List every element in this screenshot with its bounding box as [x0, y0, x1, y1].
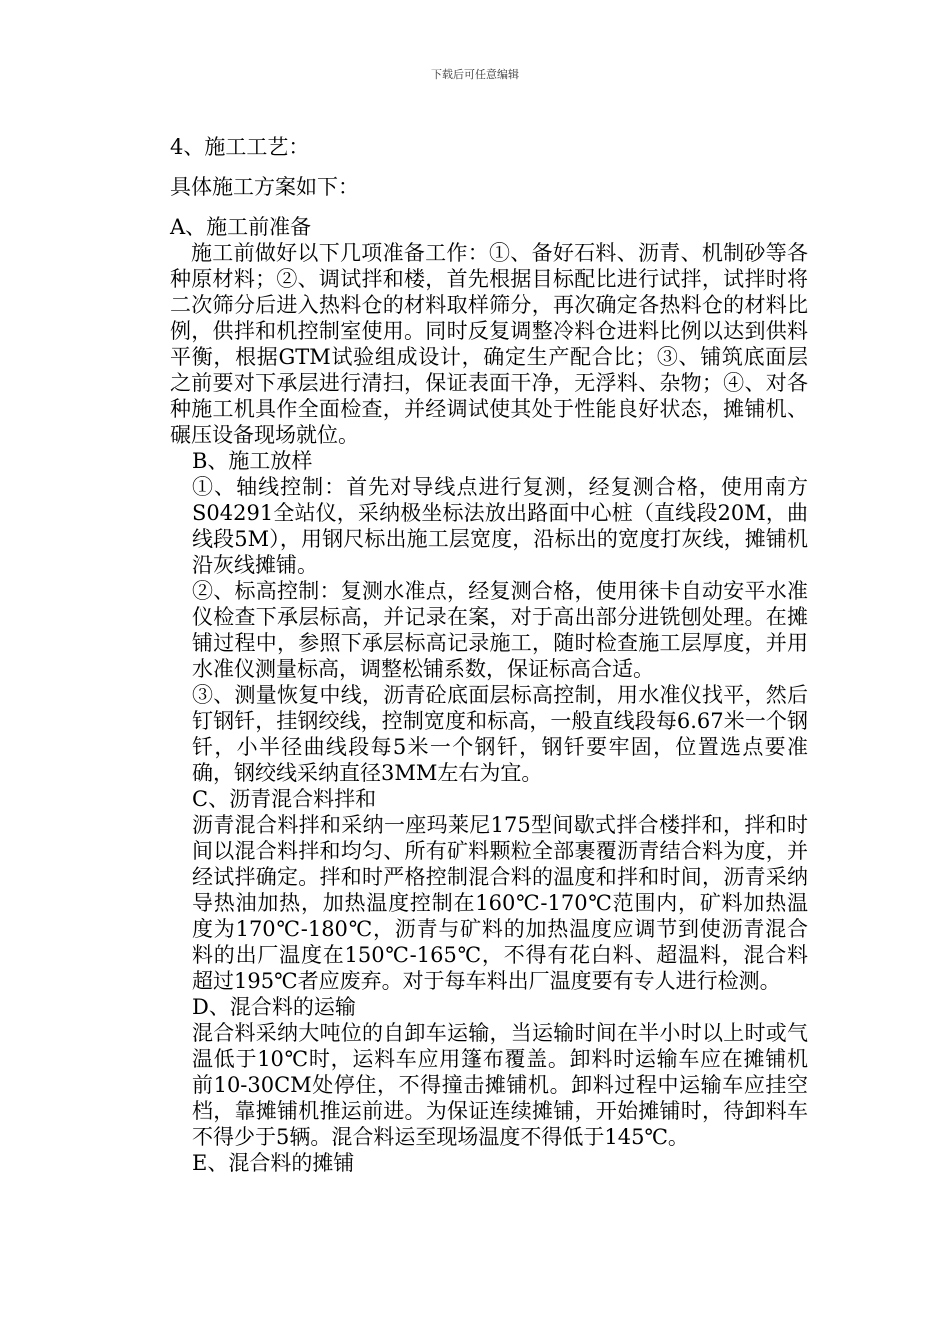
paragraph-axis-control: ①、轴线控制：首先对导线点进行复测，经复测合格，使用南方S04291全站仪，采纳极坐标法放出路面中心桩（直线段20M，曲线段5M），用钢尺标出施工层宽度，沿标出的宽度打灰线，摊铺机沿灰线摊铺。	[192, 475, 808, 577]
subheading-a: A、施工前准备	[170, 215, 312, 239]
page-header: 下载后可任意编辑	[431, 68, 519, 81]
subheading-d: D、混合料的运输	[192, 995, 356, 1019]
subheading-e: E、混合料的摊铺	[192, 1151, 355, 1175]
document-body	[170, 134, 808, 1176]
paragraph-centerline: ③、测量恢复中线，沥青砼底面层标高控制，用水准仪找平，然后钉钢钎，挂钢绞线，控制宽度和标高，一般直线段每6.67米一个钢钎，小半径曲线段每5米一个钢钎，钢钎要牢固，位置选点要准确，钢绞线采纳直径3MM左右为宜。	[192, 683, 808, 785]
subheading-c: C、沥青混合料拌和	[192, 787, 377, 811]
paragraph-mixing: 沥青混合料拌和采纳一座玛莱尼175型间歇式拌合楼拌和，拌和时间以混合料拌和均匀、所有矿料颗粒全部裹覆沥青结合料为度，并经试拌确定。拌和时严格控制混合料的温度和拌和时间，沥青采纳导热油加热，加热温度控制在160℃-170℃范围内，矿料加热温度为170℃-180℃，沥青与矿料的加热温度应调节到使沥青混合料的出厂温度在150℃-165℃，不得有花白料、超温料，混合料超过195℃者应废弃。对于每车料出厂温度要有专人进行检测。	[192, 813, 808, 993]
paragraph-transport: 混合料采纳大吨位的自卸车运输，当运输时间在半小时以上时或气温低于10℃时，运料车应用篷布覆盖。卸料时运输车应在摊铺机前10-30CM处停住，不得撞击摊铺机。卸料过程中运输车应挂空档，靠摊铺机推运前进。为保证连续摊铺，开始摊铺时，待卸料车不得少于5辆。混合料运至现场温度不得低于145℃。	[192, 1021, 808, 1149]
section-heading-4: 4、施工工艺：	[170, 135, 310, 159]
subheading-plan: 具体施工方案如下：	[170, 175, 359, 199]
subheading-b: B、施工放样	[192, 449, 313, 473]
paragraph-elevation-control: ②、标高控制：复测水准点，经复测合格，使用徕卡自动安平水准仪检查下承层标高，并记录在案，对于高出部分进铣刨处理。在摊铺过程中，参照下承层标高记录施工，随时检查施工层厚度，并用水准仪测量标高，调整松铺系数，保证标高合适。	[192, 579, 808, 681]
paragraph-preparation: 施工前做好以下几项准备工作：①、备好石料、沥青、机制砂等各种原材料；②、调试拌和楼，首先根据目标配比进行试拌，试拌时将二次筛分后进入热料仓的材料取样筛分，再次确定各热料仓的材料比例，供拌和机控制室使用。同时反复调整冷料仓进料比例以达到供料平衡，根据GTM试验组成设计，确定生产配合比；③、铺筑底面层之前要对下承层进行清扫，保证表面干净，无浮料、杂物；④、对各种施工机具作全面检查，并经调试使其处于性能良好状态，摊铺机、碾压设备现场就位。	[170, 241, 808, 447]
